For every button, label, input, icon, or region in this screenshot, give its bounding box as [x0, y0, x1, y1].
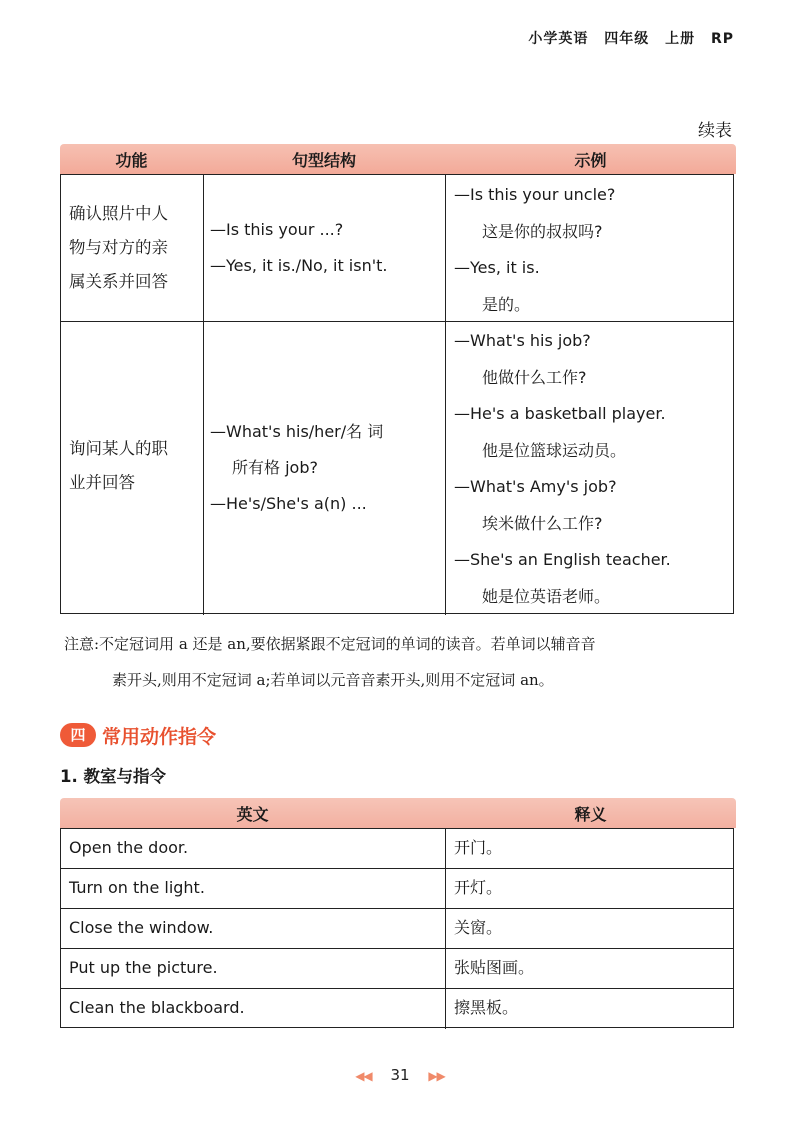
example-line: 这是你的叔叔吗?: [482, 221, 603, 241]
table-row: [61, 175, 733, 322]
function-line: 确认照片中人: [69, 204, 168, 223]
table2: [60, 828, 734, 1028]
table1-col-function: 功能: [115, 151, 148, 170]
example-cell: [446, 322, 733, 615]
meaning-cell: 开灯。: [454, 878, 503, 897]
note-line: 素开头,则用不定冠词 a;若单词以元音音素开头,则用不定冠词 an。: [112, 671, 554, 689]
function-line: 业并回答: [69, 473, 135, 492]
example-line: 是的。: [482, 294, 531, 314]
table-row: [61, 989, 733, 1029]
example-line: 她是位英语老师。: [482, 586, 611, 606]
table2-header: [60, 798, 736, 828]
table1-col-example: 示例: [574, 151, 607, 170]
header-grade: 四年级: [604, 31, 650, 47]
structure-line: —He's/She's a(n) ...: [210, 494, 367, 513]
page-footer: [0, 1066, 800, 1084]
function-cell: [61, 175, 204, 321]
note-line: 注意:不定冠词用 a 还是 an,要依据紧跟不定冠词的单词的读音。若单词以辅音音: [64, 635, 596, 653]
header-volume: 上册: [665, 31, 696, 47]
section-heading: 常用动作指令: [102, 725, 217, 748]
table2-col-meaning: 释义: [574, 805, 607, 824]
table1: [60, 174, 734, 614]
table-row: [61, 322, 733, 615]
example-line: 他是位篮球运动员。: [482, 440, 627, 460]
example-line: —He's a basketball player.: [454, 404, 666, 423]
meaning-cell: 开门。: [454, 838, 503, 857]
meaning-cell: 关窗。: [454, 918, 503, 937]
left-arrows-icon: ◀◀: [355, 1069, 372, 1083]
function-line: 属关系并回答: [69, 272, 168, 291]
structure-line: —What's his/her/名 词: [210, 422, 384, 441]
table2-col-english: 英文: [236, 805, 269, 824]
example-line: —What's Amy's job?: [454, 477, 617, 496]
example-line: —Is this your uncle?: [454, 185, 616, 204]
english-cell: Clean the blackboard.: [61, 989, 446, 1029]
structure-line: —Is this your ...?: [210, 220, 344, 239]
right-arrows-icon: ▶▶: [428, 1069, 445, 1083]
english-cell: Close the window.: [61, 909, 446, 948]
meaning-cell: 擦黑板。: [454, 998, 519, 1017]
structure-cell: [204, 175, 446, 321]
section-title: [60, 722, 216, 748]
header-subject: 小学英语: [528, 31, 589, 47]
continued-label: 续表: [698, 121, 732, 141]
function-line: 询问某人的职: [69, 439, 168, 458]
page-number: 31: [390, 1066, 410, 1084]
example-line: 埃米做什么工作?: [482, 513, 603, 533]
structure-line: 所有格 job?: [232, 458, 318, 477]
table1-col-structure: 句型结构: [291, 151, 356, 170]
example-cell: [446, 175, 733, 321]
example-line: —Yes, it is.: [454, 258, 540, 277]
section-badge: 四: [60, 723, 96, 747]
table-row: [61, 949, 733, 989]
english-cell: Open the door.: [61, 829, 446, 868]
structure-cell: [204, 322, 446, 615]
page-header: [518, 28, 734, 48]
grammar-note: [64, 626, 744, 698]
subsection-title: 1. 教室与指令: [60, 767, 166, 786]
table-row: [61, 829, 733, 869]
header-edition: RP: [710, 31, 734, 47]
example-line: —What's his job?: [454, 331, 591, 350]
table-row: [61, 869, 733, 909]
function-cell: [61, 322, 204, 615]
table1-header: [60, 144, 736, 174]
structure-line: —Yes, it is./No, it isn't.: [210, 256, 388, 275]
function-line: 物与对方的亲: [69, 238, 168, 257]
table-row: [61, 909, 733, 949]
example-line: 他做什么工作?: [482, 367, 587, 387]
example-line: —She's an English teacher.: [454, 550, 671, 569]
meaning-cell: 张贴图画。: [454, 958, 535, 977]
english-cell: Put up the picture.: [61, 949, 446, 988]
english-cell: Turn on the light.: [61, 869, 446, 908]
